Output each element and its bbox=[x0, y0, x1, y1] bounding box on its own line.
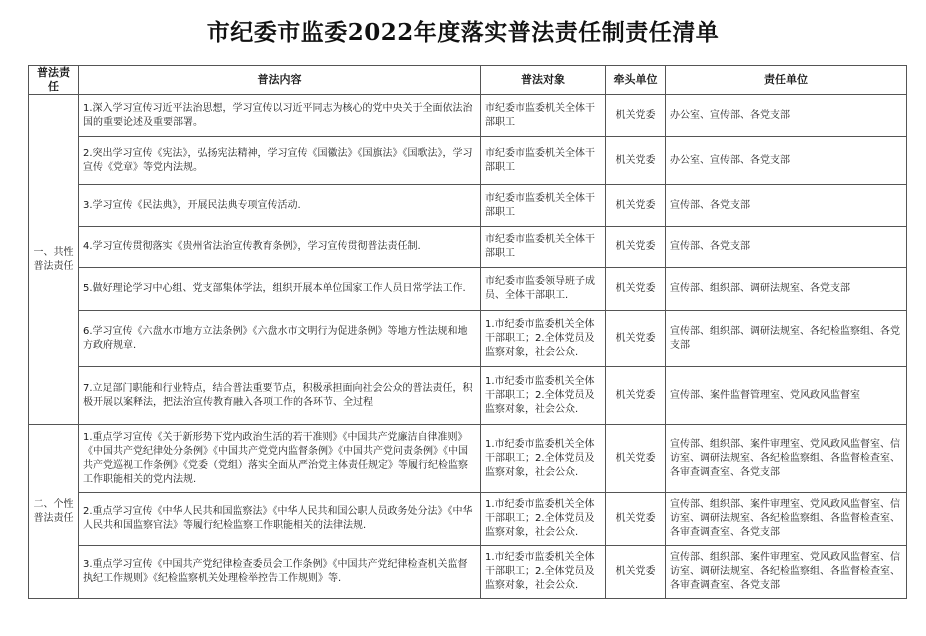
content-cell: 5.做好理论学习中心组、党支部集体学法，组织开展本单位国家工作人员日常学法工作. bbox=[79, 268, 481, 311]
header-category: 普法责任 bbox=[29, 66, 79, 95]
responsible-cell: 宣传部、各党支部 bbox=[666, 227, 907, 268]
category-cell: 一、共性普法责任 bbox=[29, 95, 79, 425]
header-target: 普法对象 bbox=[481, 66, 606, 95]
responsible-cell: 宣传部、组织部、调研法规室、各纪检监察组、各党支部 bbox=[666, 311, 907, 367]
lead-cell: 机关党委 bbox=[606, 367, 666, 425]
target-cell: 市纪委市监委领导班子成员、全体干部职工. bbox=[481, 268, 606, 311]
table-row bbox=[29, 311, 907, 367]
content-cell: 6.学习宣传《六盘水市地方立法条例》《六盘水市文明行为促进条例》等地方性法规和地方政府规章. bbox=[79, 311, 481, 367]
responsible-cell: 办公室、宣传部、各党支部 bbox=[666, 95, 907, 137]
lead-cell: 机关党委 bbox=[606, 493, 666, 546]
header-lead: 牵头单位 bbox=[606, 66, 666, 95]
table-header-row bbox=[29, 66, 907, 95]
content-cell: 4.学习宣传贯彻落实《贵州省法治宣传教育条例》，学习宣传贯彻普法责任制. bbox=[79, 227, 481, 268]
page-title: 市纪委市监委2022年度落实普法责任制责任清单 bbox=[206, 19, 720, 46]
table-row bbox=[29, 185, 907, 227]
responsible-cell: 办公室、宣传部、各党支部 bbox=[666, 137, 907, 185]
header-content: 普法内容 bbox=[79, 66, 481, 95]
table-row bbox=[29, 367, 907, 425]
target-cell: 1.市纪委市监委机关全体干部职工；2.全体党员及监察对象，社会公众. bbox=[481, 311, 606, 367]
table-row bbox=[29, 493, 907, 546]
target-cell: 1.市纪委市监委机关全体干部职工；2.全体党员及监察对象，社会公众. bbox=[481, 546, 606, 599]
content-cell: 3.学习宣传《民法典》，开展民法典专项宣传活动. bbox=[79, 185, 481, 227]
table-row bbox=[29, 546, 907, 599]
target-cell: 市纪委市监委机关全体干部职工 bbox=[481, 185, 606, 227]
table-row bbox=[29, 227, 907, 268]
responsible-cell: 宣传部、各党支部 bbox=[666, 185, 907, 227]
responsible-cell: 宣传部、案件监督管理室、党风政风监督室 bbox=[666, 367, 907, 425]
content-cell: 2.重点学习宣传《中华人民共和国监察法》《中华人民共和国公职人员政务处分法》《中华人民共和国监察官法》等履行纪检监察工作职能相关的法律法规. bbox=[79, 493, 481, 546]
table-row bbox=[29, 425, 907, 493]
lead-cell: 机关党委 bbox=[606, 546, 666, 599]
lead-cell: 机关党委 bbox=[606, 185, 666, 227]
category-cell: 二、个性普法责任 bbox=[29, 425, 79, 599]
target-cell: 市纪委市监委机关全体干部职工 bbox=[481, 95, 606, 137]
lead-cell: 机关党委 bbox=[606, 227, 666, 268]
header-responsible: 责任单位 bbox=[666, 66, 907, 95]
table-row bbox=[29, 95, 907, 137]
content-cell: 1.深入学习宣传习近平法治思想，学习宣传以习近平同志为核心的党中央关于全面依法治国的重要论述及重要部署。 bbox=[79, 95, 481, 137]
lead-cell: 机关党委 bbox=[606, 95, 666, 137]
target-cell: 市纪委市监委机关全体干部职工 bbox=[481, 227, 606, 268]
table-row bbox=[29, 268, 907, 311]
target-cell: 1.市纪委市监委机关全体干部职工；2.全体党员及监察对象，社会公众. bbox=[481, 493, 606, 546]
content-cell: 1.重点学习宣传《关于新形势下党内政治生活的若干准则》《中国共产党廉洁自律准则》《中国共产党纪律处分条例》《中国共产党党内监督条例》《中国共产党问责条例》《中国共产党巡视工作条例》《党委（党组）落实全面从严治党主体责任规定》等履行纪检监察工作职能相关的党内法规. bbox=[79, 425, 481, 493]
target-cell: 1.市纪委市监委机关全体干部职工；2.全体党员及监察对象，社会公众. bbox=[481, 367, 606, 425]
lead-cell: 机关党委 bbox=[606, 137, 666, 185]
lead-cell: 机关党委 bbox=[606, 425, 666, 493]
responsibility-table bbox=[28, 65, 907, 599]
table-row bbox=[29, 137, 907, 185]
content-cell: 3.重点学习宣传《中国共产党纪律检查委员会工作条例》《中国共产党纪律检查机关监督执纪工作规则》《纪检监察机关处理检举控告工作规则》等. bbox=[79, 546, 481, 599]
target-cell: 市纪委市监委机关全体干部职工 bbox=[481, 137, 606, 185]
responsible-cell: 宣传部、组织部、案件审理室、党风政风监督室、信访室、调研法规室、各纪检监察组、各监督检查室、各审查调查室、各党支部 bbox=[666, 425, 907, 493]
content-cell: 7.立足部门职能和行业特点，结合普法重要节点，积极承担面向社会公众的普法责任，积极开展以案释法，把法治宣传教育融入各项工作的各环节、全过程 bbox=[79, 367, 481, 425]
lead-cell: 机关党委 bbox=[606, 268, 666, 311]
responsible-cell: 宣传部、组织部、案件审理室、党风政风监督室、信访室、调研法规室、各纪检监察组、各监督检查室、各审查调查室、各党支部 bbox=[666, 546, 907, 599]
target-cell: 1.市纪委市监委机关全体干部职工；2.全体党员及监察对象，社会公众. bbox=[481, 425, 606, 493]
lead-cell: 机关党委 bbox=[606, 311, 666, 367]
responsible-cell: 宣传部、组织部、调研法规室、各党支部 bbox=[666, 268, 907, 311]
responsible-cell: 宣传部、组织部、案件审理室、党风政风监督室、信访室、调研法规室、各纪检监察组、各监督检查室、各审查调查室、各党支部 bbox=[666, 493, 907, 546]
content-cell: 2.突出学习宣传《宪法》，弘扬宪法精神，学习宣传《国徽法》《国旗法》《国歌法》，学习宣传《党章》等党内法规。 bbox=[79, 137, 481, 185]
